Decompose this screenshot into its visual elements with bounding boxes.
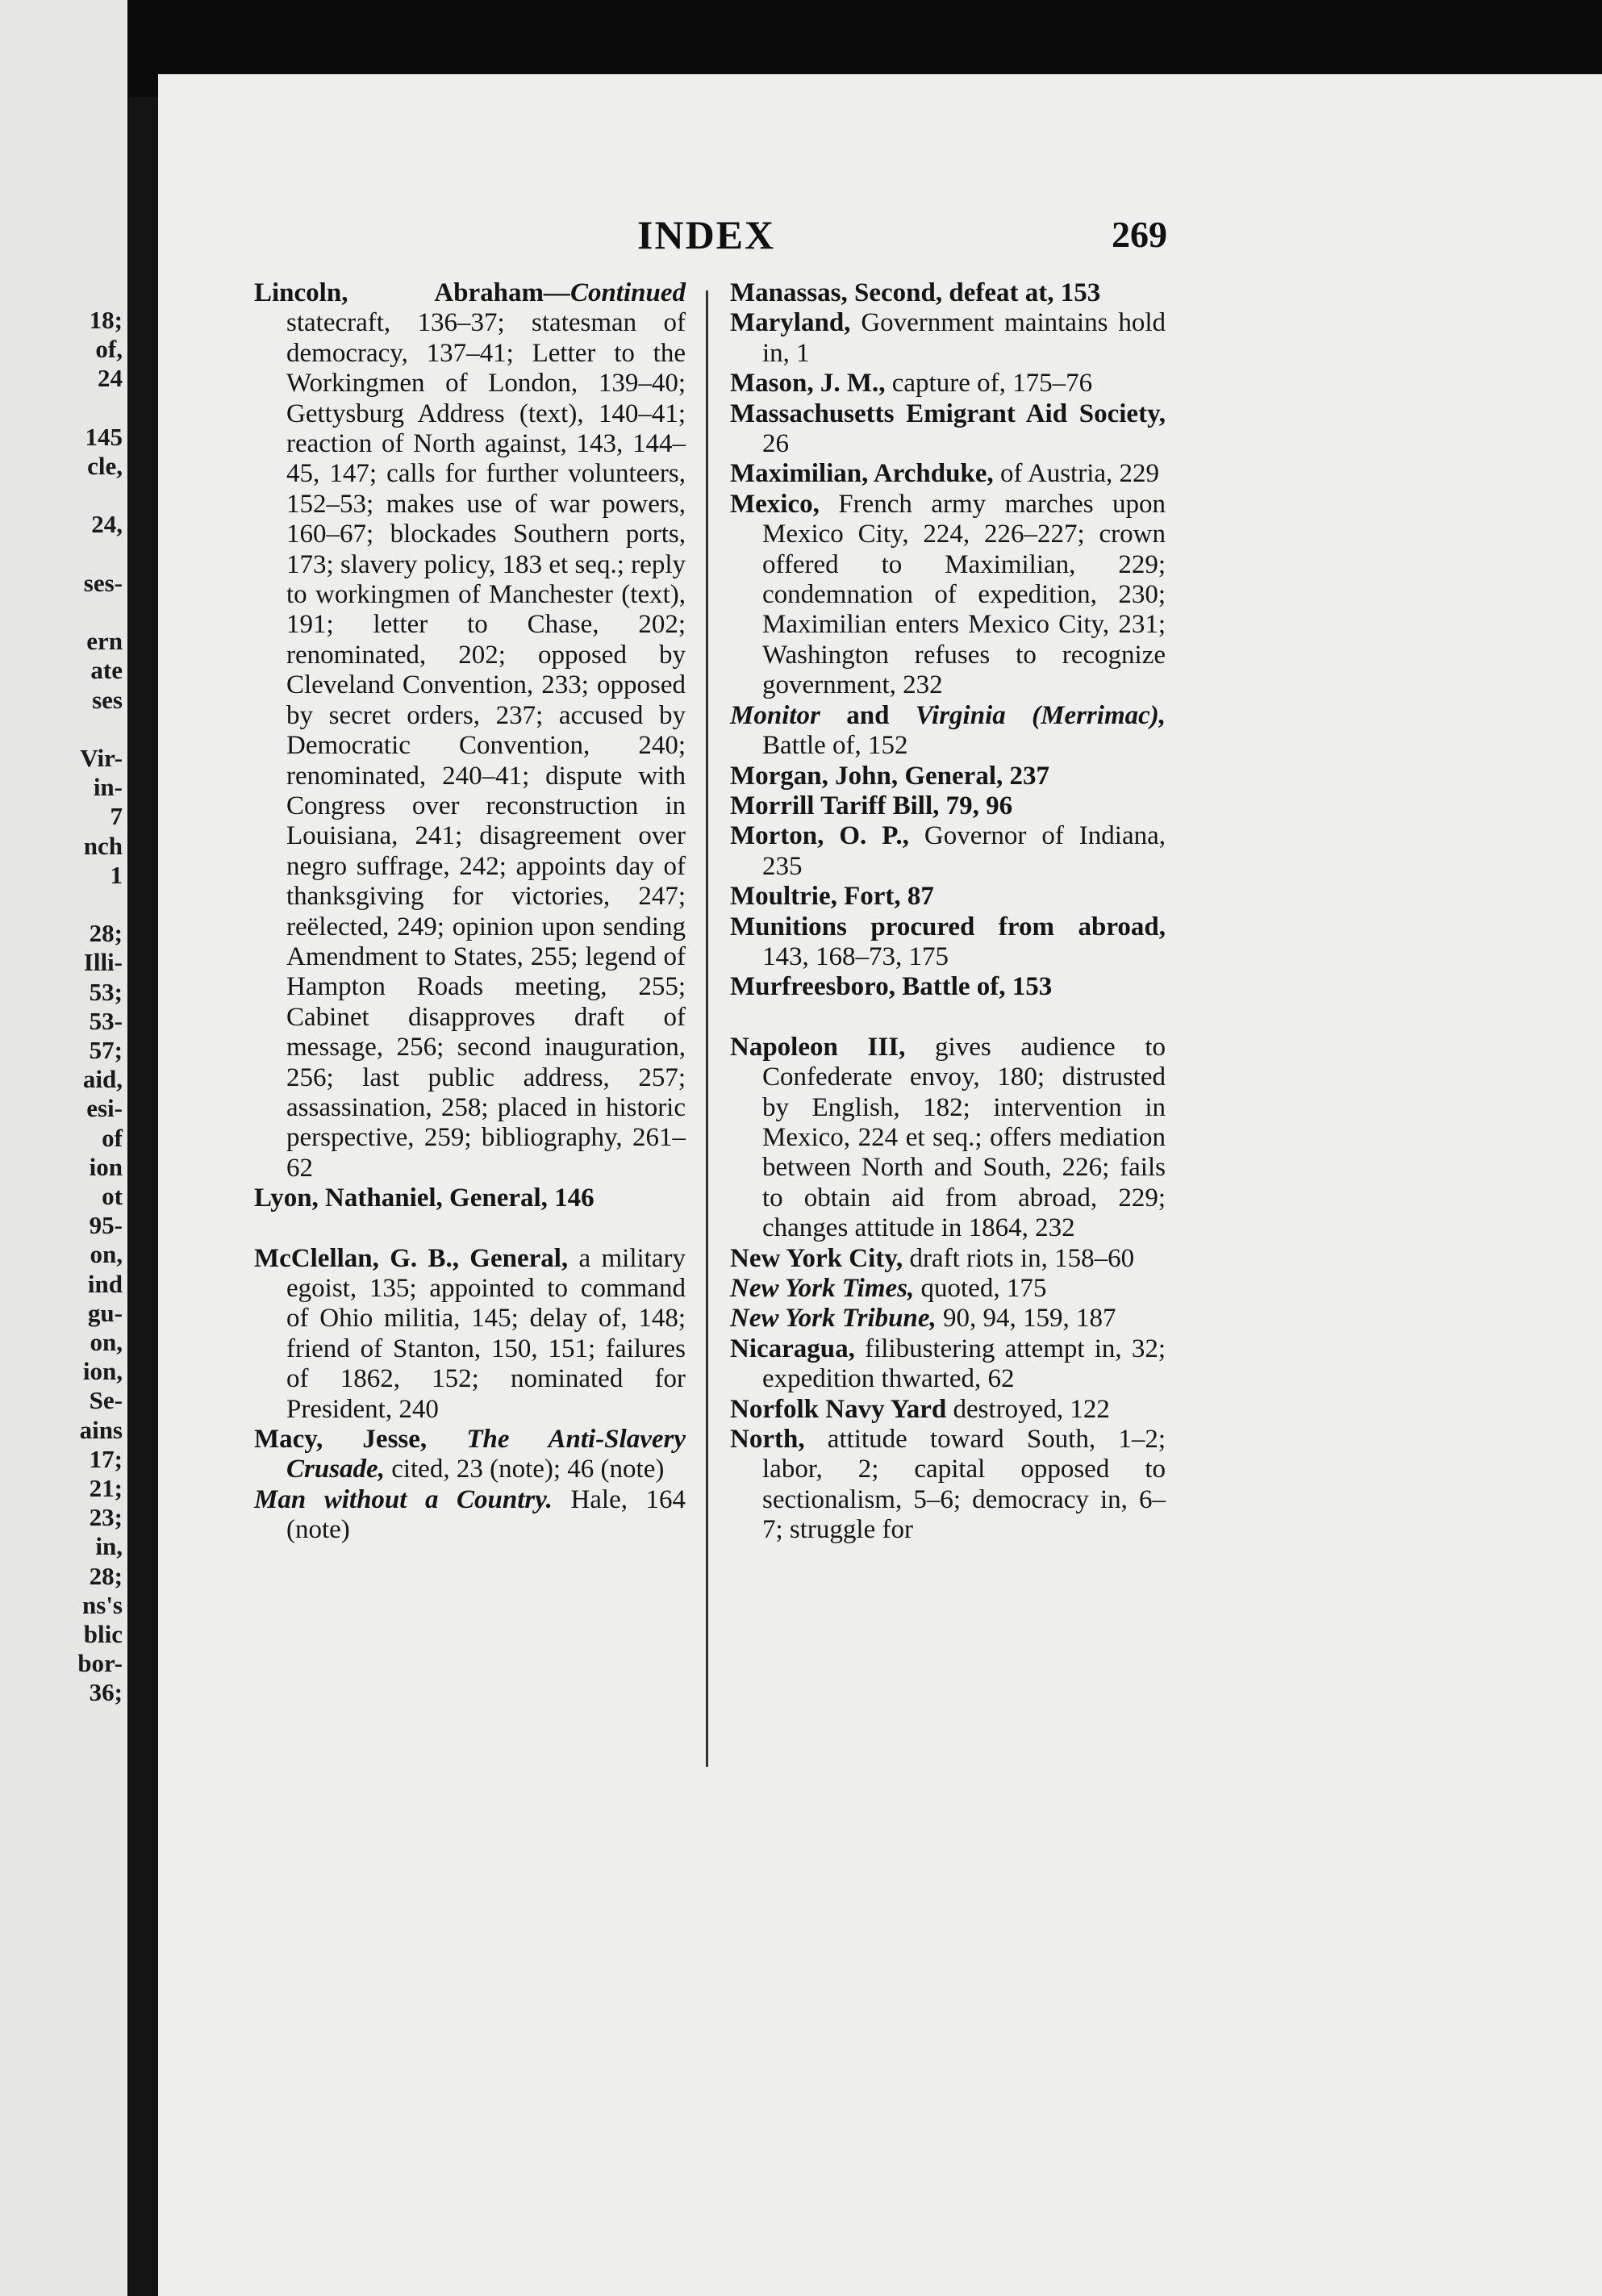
entry-part: 26	[762, 429, 789, 459]
facing-page-fragment: ains	[79, 1415, 123, 1444]
entry-part: Man without a Country.	[254, 1484, 553, 1514]
entry-part: Maximilian, Archduke,	[730, 459, 994, 489]
entry-part: Maryland,	[730, 308, 851, 338]
facing-page-fragment: nch	[83, 831, 123, 860]
entry-part: statecraft, 136–37; statesman of democracy, 137–41; Letter to the Workingmen of London, 139–40; Gettysburg Address (text), 140–41; reaction of North against, 143, 144–45, 147; calls for further volunteers, 152–53; makes use of war powers, 160–67; blockades Southern ports, 173; slavery policy, 183 et seq.; reply to workingmen of Manchester (text), 191; letter to Chase, 202; renominated, 202; opposed by Cleveland Convention, 233; opposed by secret orders, 237; accused by Democratic Convention, 240; renominated, 240–41; dispute with Congress over reconstruction in Louisiana, 241; disagreement over negro suffrage, 242; appoints day of thanksgiving for victories, 247; reëlected, 249; opinion upon sending Amendment to States, 255; legend of Hampton Roads meeting, 255; Cabinet disapproves draft of message, 256; second inauguration, 256; last public address, 257; assassination, 258; placed in historic perspective, 259; bibliography, 261–62	[286, 308, 686, 1183]
index-entry	[254, 278, 686, 1183]
index-entry	[254, 1244, 686, 1425]
entry-part: quoted, 175	[920, 1274, 1047, 1303]
index-entry	[730, 912, 1166, 973]
entry-part: Mexico,	[730, 489, 820, 519]
entry-part: Manassas, Second, defeat at, 153	[730, 278, 1101, 307]
entry-part: Massachusetts Emigrant Aid Society,	[730, 399, 1166, 428]
entry-part: Munitions procured from abroad,	[730, 912, 1166, 941]
facing-page-fragment: 145	[85, 422, 123, 451]
facing-page-fragment: 17;	[89, 1444, 123, 1473]
entry-part: Government maintains hold in, 1	[762, 308, 1166, 368]
facing-page-fragment: ses-	[83, 568, 123, 597]
entry-part: Hale, 164 (note)	[286, 1484, 686, 1545]
entry-part: attitude toward South, 1–2; labor, 2; capital opposed to sectionalism, 5–6; democracy in, 6–7; struggle for	[762, 1425, 1166, 1545]
index-column-left	[254, 278, 686, 1546]
index-entry	[730, 459, 1166, 489]
index-entry	[730, 369, 1166, 399]
facing-page-fragment: cle,	[87, 452, 123, 480]
entry-part: of Austria, 229	[999, 459, 1160, 489]
entry-part: Norfolk Navy Yard	[730, 1394, 947, 1424]
column-divider	[706, 290, 708, 1767]
index-entry	[730, 399, 1166, 460]
index-entry	[730, 791, 1166, 821]
entry-part: Morrill Tariff Bill, 79, 96	[730, 791, 1013, 820]
index-entry	[730, 762, 1166, 791]
entry-part: Murfreesboro, Battle of, 153	[730, 972, 1053, 1002]
facing-page-fragment: 23;	[89, 1503, 123, 1532]
facing-page-fragment: ses	[92, 685, 123, 714]
index-entry	[730, 1395, 1166, 1425]
facing-page-fragment: 36;	[89, 1678, 123, 1707]
entry-part: Governor of Indiana, 235	[762, 821, 1166, 881]
entry-part: draft riots in, 158–60	[909, 1243, 1135, 1273]
entry-part: Lincoln, Abraham	[254, 278, 544, 307]
entry-part: French army marches upon Mexico City, 224, 226–227; crown offered to Maximilian, 229; condemnation of expedition, 230; Maximilian enters Mexico City, 231; Washington refuses to recognize government, 232	[762, 489, 1166, 700]
entry-part: a military egoist, 135; appointed to command of Ohio militia, 145; delay of, 148; friend of Stanton, 150, 151; failures of 1862, 152; nominated for President, 240	[286, 1243, 686, 1424]
entry-part: Lyon, Nathaniel, General, 146	[254, 1183, 594, 1213]
entry-part: capture of, 175–76	[891, 369, 1093, 399]
entry-part: 90, 94, 159, 187	[943, 1304, 1116, 1334]
entry-part: Morgan, John, General, 237	[730, 761, 1049, 791]
entry-part: and	[846, 700, 916, 730]
facing-page-fragment: 18;	[89, 306, 123, 334]
index-entry	[730, 972, 1166, 1002]
index-entry	[730, 490, 1166, 701]
index-entry	[254, 1485, 686, 1546]
facing-page-fragment: ion,	[82, 1357, 123, 1386]
entry-part: 143, 168–73, 175	[762, 941, 949, 971]
facing-page-fragment: 24	[98, 364, 123, 393]
entry-part: Nicaragua,	[730, 1334, 855, 1363]
facing-page-fragment: ate	[90, 656, 123, 685]
index-entry	[730, 1425, 1166, 1546]
entry-part: filibustering attempt in, 32; expedition thwarted, 62	[762, 1334, 1166, 1394]
facing-page-fragment: 28;	[89, 919, 123, 948]
index-entry	[730, 701, 1166, 762]
facing-page-fragment: 1	[110, 860, 123, 889]
entry-part: McClellan, G. B., General,	[254, 1243, 569, 1273]
facing-page-fragment: Illi-	[83, 948, 123, 977]
entry-part: Macy, Jesse,	[254, 1425, 428, 1455]
index-entry	[730, 1334, 1166, 1395]
facing-page-fragment: in-	[93, 773, 123, 802]
facing-page-fragment: bor-	[77, 1649, 123, 1678]
facing-page-fragment: of,	[95, 335, 123, 364]
facing-page-fragment: esi-	[86, 1094, 123, 1123]
entry-part: gives audience to Confederate envoy, 180; distrusted by English, 182; intervention in Mexico, 224 et seq.; offers mediation between North and South, 226; fails to obtain aid from abroad, 229; changes attitude in 1864, 232	[762, 1032, 1166, 1243]
entry-part: New York Tribune,	[730, 1304, 937, 1334]
facing-page-fragment: ns's	[82, 1590, 123, 1619]
facing-page-fragment: ern	[86, 627, 123, 656]
entry-part: New York Times,	[730, 1274, 915, 1303]
index-entry	[730, 308, 1166, 369]
facing-page-fragment: ot	[102, 1182, 123, 1210]
entry-part: Napoleon III,	[730, 1032, 906, 1062]
entry-part: Morton, O. P.,	[730, 821, 909, 851]
entry-part: Mason, J. M.,	[730, 369, 886, 399]
facing-page-fragment: 53-	[89, 1006, 123, 1035]
entry-part: New York City,	[730, 1243, 903, 1273]
entry-part: Monitor	[730, 700, 820, 730]
index-entry	[730, 1304, 1166, 1334]
index-entry	[730, 1033, 1166, 1244]
entry-part: North,	[730, 1425, 805, 1455]
entry-part: Moultrie, Fort, 87	[730, 882, 934, 912]
facing-page-fragment: on,	[90, 1240, 123, 1269]
page-number: 269	[1112, 214, 1167, 255]
index-column-right	[730, 278, 1166, 1546]
facing-page-fragment: ion	[89, 1152, 123, 1181]
entry-part: Virginia (Merrimac),	[915, 700, 1166, 730]
facing-page-fragment: 28;	[89, 1561, 123, 1590]
facing-page-fragment: in,	[95, 1532, 123, 1561]
index-entry	[730, 821, 1166, 882]
running-header-title: INDEX	[637, 212, 776, 257]
facing-page-strip	[0, 0, 127, 2296]
facing-page-fragment: Se-	[89, 1386, 123, 1415]
facing-page-fragment: ind	[87, 1269, 123, 1298]
facing-page-fragment: of	[102, 1123, 123, 1152]
entry-part: The Anti-Slavery Crusade,	[286, 1425, 686, 1484]
entry-part: —Continued	[543, 278, 686, 307]
facing-page-fragment: 7	[110, 802, 123, 831]
entry-part: cited, 23 (note); 46 (note)	[391, 1455, 665, 1484]
facing-page-fragment: 57;	[89, 1036, 123, 1064]
facing-page-fragment: 53;	[89, 977, 123, 1006]
facing-page-fragment: 21;	[89, 1474, 123, 1502]
facing-page-fragment: 24,	[91, 510, 123, 539]
facing-page-fragment: on,	[90, 1328, 123, 1356]
facing-page-fragment: Vir-	[80, 744, 123, 772]
facing-page-fragment: aid,	[82, 1065, 123, 1094]
index-entry	[254, 1183, 686, 1213]
facing-page-fragment: 95-	[89, 1211, 123, 1240]
facing-page-fragment: blic	[83, 1620, 123, 1648]
facing-page-fragment: gu-	[87, 1298, 123, 1327]
index-entry	[730, 882, 1166, 912]
index-entry	[730, 278, 1166, 308]
index-entry	[254, 1425, 686, 1485]
index-entry	[730, 1274, 1166, 1304]
entry-part: Battle of, 152	[762, 731, 908, 761]
entry-part: destroyed, 122	[953, 1394, 1110, 1424]
index-entry	[730, 1244, 1166, 1274]
